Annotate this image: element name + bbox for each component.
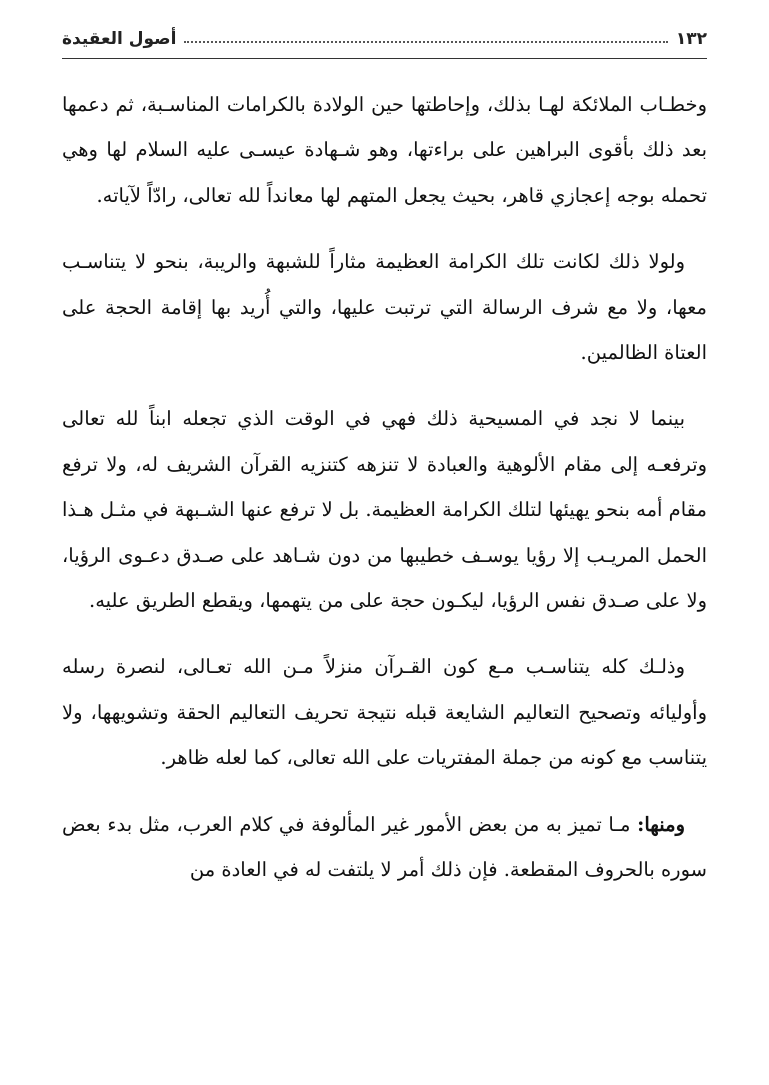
running-header [62,22,707,56]
paragraph-text: وخطـاب الملائكة لهـا بذلك، وإحاطتها حين الولادة بالكرامات المناسـبة، ثم دعمها بعد ذلك بأقوى البراهين على براءتها، وهو شـهادة عيسـى عليه السلام لها وهي تحمله بوجه إعجازي قاهر، بحيث يجعل المتهم لها معانداً لله تعالى، رادّاً لآياته. [62,93,707,207]
book-title: أصول العقيدة [62,29,177,49]
paragraph [62,239,707,375]
page-number: ١٣٢ [675,29,707,49]
paragraph [62,82,707,218]
header-divider [62,58,707,59]
dot-leader [184,41,667,43]
paragraph-text: مـا تميز به من بعض الأمور غير المألوفة في كلام العرب، مثل بدء بعض سوره بالحروف المقطعة. فإن ذلك أمر لا يلتفت له في العادة من [62,812,707,882]
paragraph [62,802,707,893]
paragraph-text: بينما لا نجد في المسيحية ذلك فهي في الوقت الذي تجعله ابناً لله تعالى وترفعـه إلى مقام الألوهية والعبادة لا تنزهه كتنزيه القرآن الشريف له، ولا ترفع مقام أمه بنحو يهيئها لتلك الكرامة العظيمة. بل لا ترفع عنها الشـبهة في مثـل هـذا الحمل المريـب إلا رؤيا يوسـف خطيبها من دون شـاهد على صـدق دعـوى الرؤيا، ولا على صـدق نفس الرؤيا، ليكـون حجة على من يتهمها، ويقطع الطريق عليه. [62,407,707,613]
body-text [62,82,707,914]
paragraph-lead: ومنها: [637,812,685,836]
paragraph-text: وذلـك كله يتناسـب مـع كون القـرآن منزلاً مـن الله تعـالى، لنصرة رسله وأوليائه وتصحيح التعاليم الشايعة قبله نتيجة تحريف التعاليم الحقة وتشويهها، ولا يتناسب مع كونه من جملة المفتريات على الله تعالى، كما لعله ظاهر. [62,655,707,770]
paragraph [62,644,707,780]
paragraph-text: ولولا ذلك لكانت تلك الكرامة العظيمة مثاراً للشبهة والريبة، بنحو لا يتناسـب معها، ولا مع شرف الرسالة التي ترتبت عليها، والتي أُريد بها إقامة الحجة على العتاة الظالمين. [62,250,707,365]
paragraph [62,396,707,623]
